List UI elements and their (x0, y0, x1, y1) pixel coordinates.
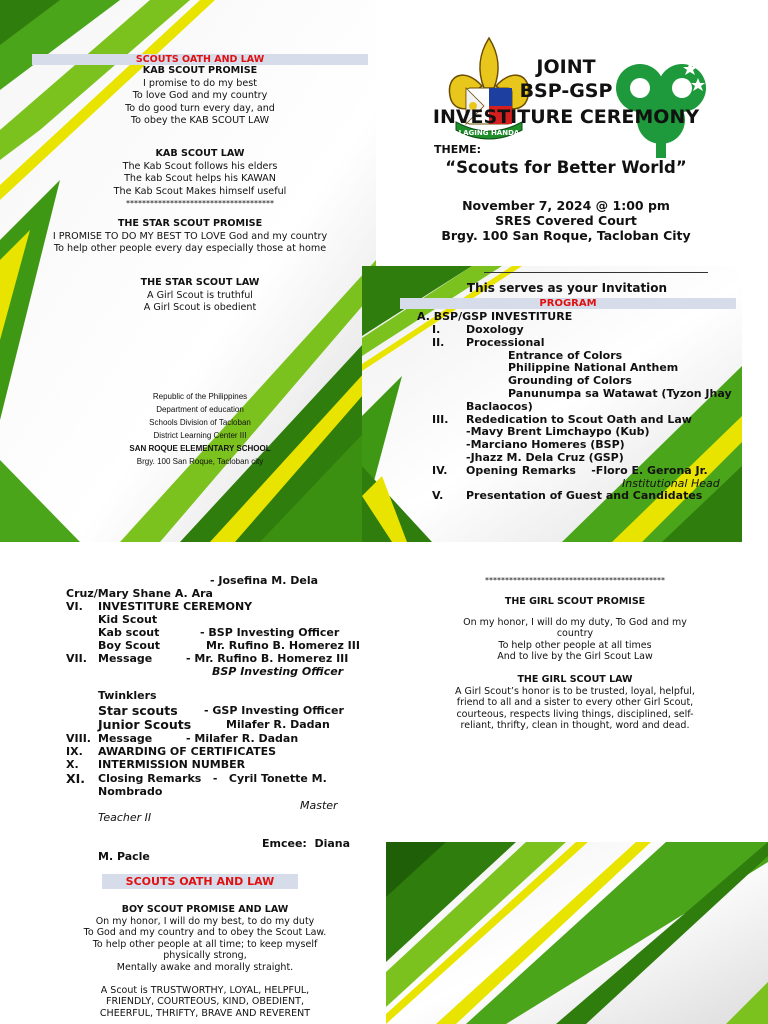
program-panel (362, 266, 768, 542)
theme-text: “Scouts for Better World” (445, 158, 687, 177)
kab-law-section (40, 148, 360, 211)
separator: ********************************************* (485, 576, 665, 585)
star-promise-line: To help other people every day especially those at home (53, 243, 327, 254)
separator: ************************************* (126, 199, 274, 208)
girl-promise-title: THE GIRL SCOUT PROMISE (504, 596, 646, 607)
program-item (432, 452, 762, 465)
event-date: November 7, 2024 @ 1:00 pm (462, 198, 670, 213)
program-list (432, 324, 762, 503)
kab-promise-line: To love God and my country (132, 90, 268, 101)
item-text: Junior Scouts (98, 717, 192, 732)
program-item (432, 401, 762, 414)
star-promise-section (20, 218, 360, 256)
item-number: VI. (66, 600, 83, 613)
item-text: Baclaocos) (466, 399, 533, 413)
star-law-line: A Girl Scout is truthful (147, 289, 253, 301)
program-item (432, 465, 762, 478)
boy-promise-line: On my honor, I will do my best, to do my duty (95, 915, 315, 927)
item-text: Closing Remarks - Cyril Tonette M. (98, 772, 327, 785)
program-bar: PROGRAM (400, 298, 736, 309)
girl-promise-line: And to live by the Girl Scout Law (497, 651, 653, 662)
decorative-panel (386, 842, 768, 1024)
girl-law-line: A Girl Scout’s honor is to be trusted, loyal, helpful, (455, 685, 695, 697)
item-number: III. (432, 412, 449, 426)
item-text: Presentation of Guest and Candidates (466, 489, 703, 503)
item-text: Milafer R. Dadan (226, 718, 330, 731)
kab-promise-line: To do good turn every day, and (125, 102, 275, 114)
theme-label: THEME: (434, 143, 482, 156)
item-number: II. (432, 335, 445, 349)
invite-underline (484, 272, 708, 273)
continued-line: - Josefina M. Dela (210, 574, 319, 587)
item-role: BSP Investing Officer (212, 665, 344, 678)
kab-law-line: The kab Scout helps his KAWAN (124, 173, 276, 184)
star-law-section (40, 277, 360, 315)
item-text: Kid Scout (98, 613, 158, 626)
program-item (432, 324, 762, 337)
item-text: Philippine National Anthem (508, 361, 679, 375)
boy-promise-line: Mentally awake and morally straight. (116, 961, 294, 973)
item-text: INTERMISSION NUMBER (98, 758, 246, 771)
boy-promise-line: To God and my country and to obey the Scout Law. (83, 927, 327, 938)
address-line: District Learning Center III (153, 431, 247, 440)
item-text: - GSP Investing Officer (204, 704, 344, 717)
item-text: Doxology (466, 323, 524, 336)
program-section-a: A. BSP/GSP INVESTITURE (417, 310, 573, 323)
item-text: Nombrado (98, 785, 163, 798)
star-law-title: THE STAR SCOUT LAW (140, 277, 260, 288)
item-text: Message (98, 652, 153, 665)
item-number: V. (432, 489, 444, 503)
item-text: -Marciano Homeres (BSP) (466, 438, 625, 452)
emblem-motto: LAGING HANDA (458, 129, 520, 137)
kab-promise-title: KAB SCOUT PROMISE (142, 65, 258, 76)
item-number: VII. (66, 652, 87, 665)
girl-law-line: reliant, thrifty, clean in thought, word and dead. (460, 720, 690, 731)
scout-law-line: FRIENDLY, COURTEOUS, KIND, OBEDIENT, (106, 996, 304, 1007)
address-line: Schools Division of Tacloban (149, 418, 251, 427)
boy-scout-section (40, 904, 370, 1019)
item-text: - Milafer R. Dadan (186, 732, 299, 745)
girl-law-line: courteous, respects living things, disciplined, self- (456, 708, 694, 720)
item-text: - BSP Investing Officer (200, 626, 340, 639)
kab-law-line: The Kab Scout follows his elders (122, 160, 278, 172)
girl-promise-line: On my honor, I will do my duty, To God and my (463, 616, 687, 628)
girl-promise-line: To help other people at all times (498, 639, 652, 651)
item-number: X. (66, 758, 79, 771)
program-item (432, 490, 762, 503)
item-text: Message (98, 732, 153, 745)
girl-law-line: friend to all and a sister to every other Girl Scout, (456, 697, 694, 708)
boy-promise-line: physically strong, (163, 950, 247, 961)
address-line: Department of education (156, 405, 244, 414)
girl-law-section (390, 674, 760, 732)
kab-promise-line: I promise to do my best (142, 77, 258, 89)
kab-promise-line: To obey the KAB SCOUT LAW (130, 115, 270, 126)
cover-panel (376, 0, 768, 268)
program-item (432, 388, 762, 401)
girl-scout-panel (380, 542, 768, 842)
cover-title-bsp-gsp: BSP-GSP (519, 80, 613, 102)
item-number: VIII. (66, 732, 91, 745)
star-promise-line: I PROMISE TO DO MY BEST TO LOVE God and my country (52, 230, 328, 242)
item-text: AWARDING OF CERTIFICATES (98, 745, 277, 758)
scout-law-line: A Scout is TRUSTWORTHY, LOYAL, HELPFUL, (100, 984, 310, 996)
star-promise-title: THE STAR SCOUT PROMISE (117, 218, 263, 229)
girl-promise-section (390, 596, 760, 663)
girl-law-title: THE GIRL SCOUT LAW (517, 674, 633, 685)
item-text: INVESTITURE CEREMONY (98, 600, 253, 613)
cover-title-ceremony: INVESTITURE CEREMONY (432, 106, 700, 128)
item-text: Boy Scout (98, 639, 161, 652)
school-address: Brgy. 100 San Roque, Tacloban city (136, 457, 264, 466)
oath-bar: SCOUTS OATH AND LAW (102, 874, 298, 889)
item-text: Entrance of Colors (508, 348, 623, 362)
item-role: Teacher II (98, 811, 152, 824)
item-number: XI. (66, 771, 86, 786)
school-address-block (80, 390, 320, 468)
oath-bar: SCOUTS OATH AND LAW (32, 54, 368, 65)
item-number: I. (432, 323, 441, 336)
kab-law-title: KAB SCOUT LAW (155, 148, 245, 159)
item-text: Processional (466, 335, 545, 349)
event-address: Brgy. 100 San Roque, Tacloban City (441, 228, 691, 243)
item-text: Kab scout (98, 626, 160, 639)
continued-program-panel (0, 542, 380, 1024)
girl-promise-line: country (556, 628, 594, 639)
kab-promise-section (40, 65, 360, 128)
item-number: IV. (432, 463, 448, 477)
emcee-text: Emcee: Diana (262, 837, 351, 850)
cover-title-joint: JOINT (536, 56, 596, 78)
event-venue: SRES Covered Court (495, 213, 637, 228)
invitation-text: This serves as your Invitation (466, 281, 668, 295)
item-text: Institutional Head (622, 476, 720, 490)
item-text: Mr. Rufino B. Homerez III (206, 639, 360, 652)
item-text: -Mavy Brent Limchaypo (Kub) (466, 425, 650, 439)
item-text: Twinklers (98, 689, 157, 702)
school-name: SAN ROQUE ELEMENTARY SCHOOL (129, 444, 271, 453)
continued-line: Cruz/Mary Shane A. Ara (66, 587, 213, 600)
item-text: Rededication to Scout Oath and Law (466, 412, 692, 426)
scout-law-line: CHEERFUL, THRIFTY, BRAVE AND REVERENT (99, 1007, 311, 1019)
item-text: Opening Remarks -Floro E. Gerona Jr. (466, 463, 708, 477)
boy-promise-line: To help other people at all time; to keep myself (92, 938, 318, 950)
program-item (432, 337, 762, 350)
kab-law-line: The Kab Scout Makes himself useful (113, 185, 287, 197)
item-text: Grounding of Colors (508, 374, 632, 388)
address-line: Republic of the Philippines (152, 392, 248, 401)
item-text: -Jhazz M. Dela Cruz (GSP) (466, 450, 624, 464)
boy-promise-title: BOY SCOUT PROMISE AND LAW (121, 904, 289, 915)
star-law-line: A Girl Scout is obedient (143, 302, 257, 313)
item-text: - Mr. Rufino B. Homerez III (186, 652, 349, 665)
item-text: Panunumpa sa Watawat (Tyzon Jhay (508, 386, 732, 400)
left-panel (0, 0, 376, 542)
emcee-text: M. Pacle (98, 850, 150, 863)
item-role: Master (300, 799, 338, 812)
item-number: IX. (66, 745, 83, 758)
green-stripes-background (386, 842, 768, 1024)
item-text: Star scouts (98, 703, 178, 718)
